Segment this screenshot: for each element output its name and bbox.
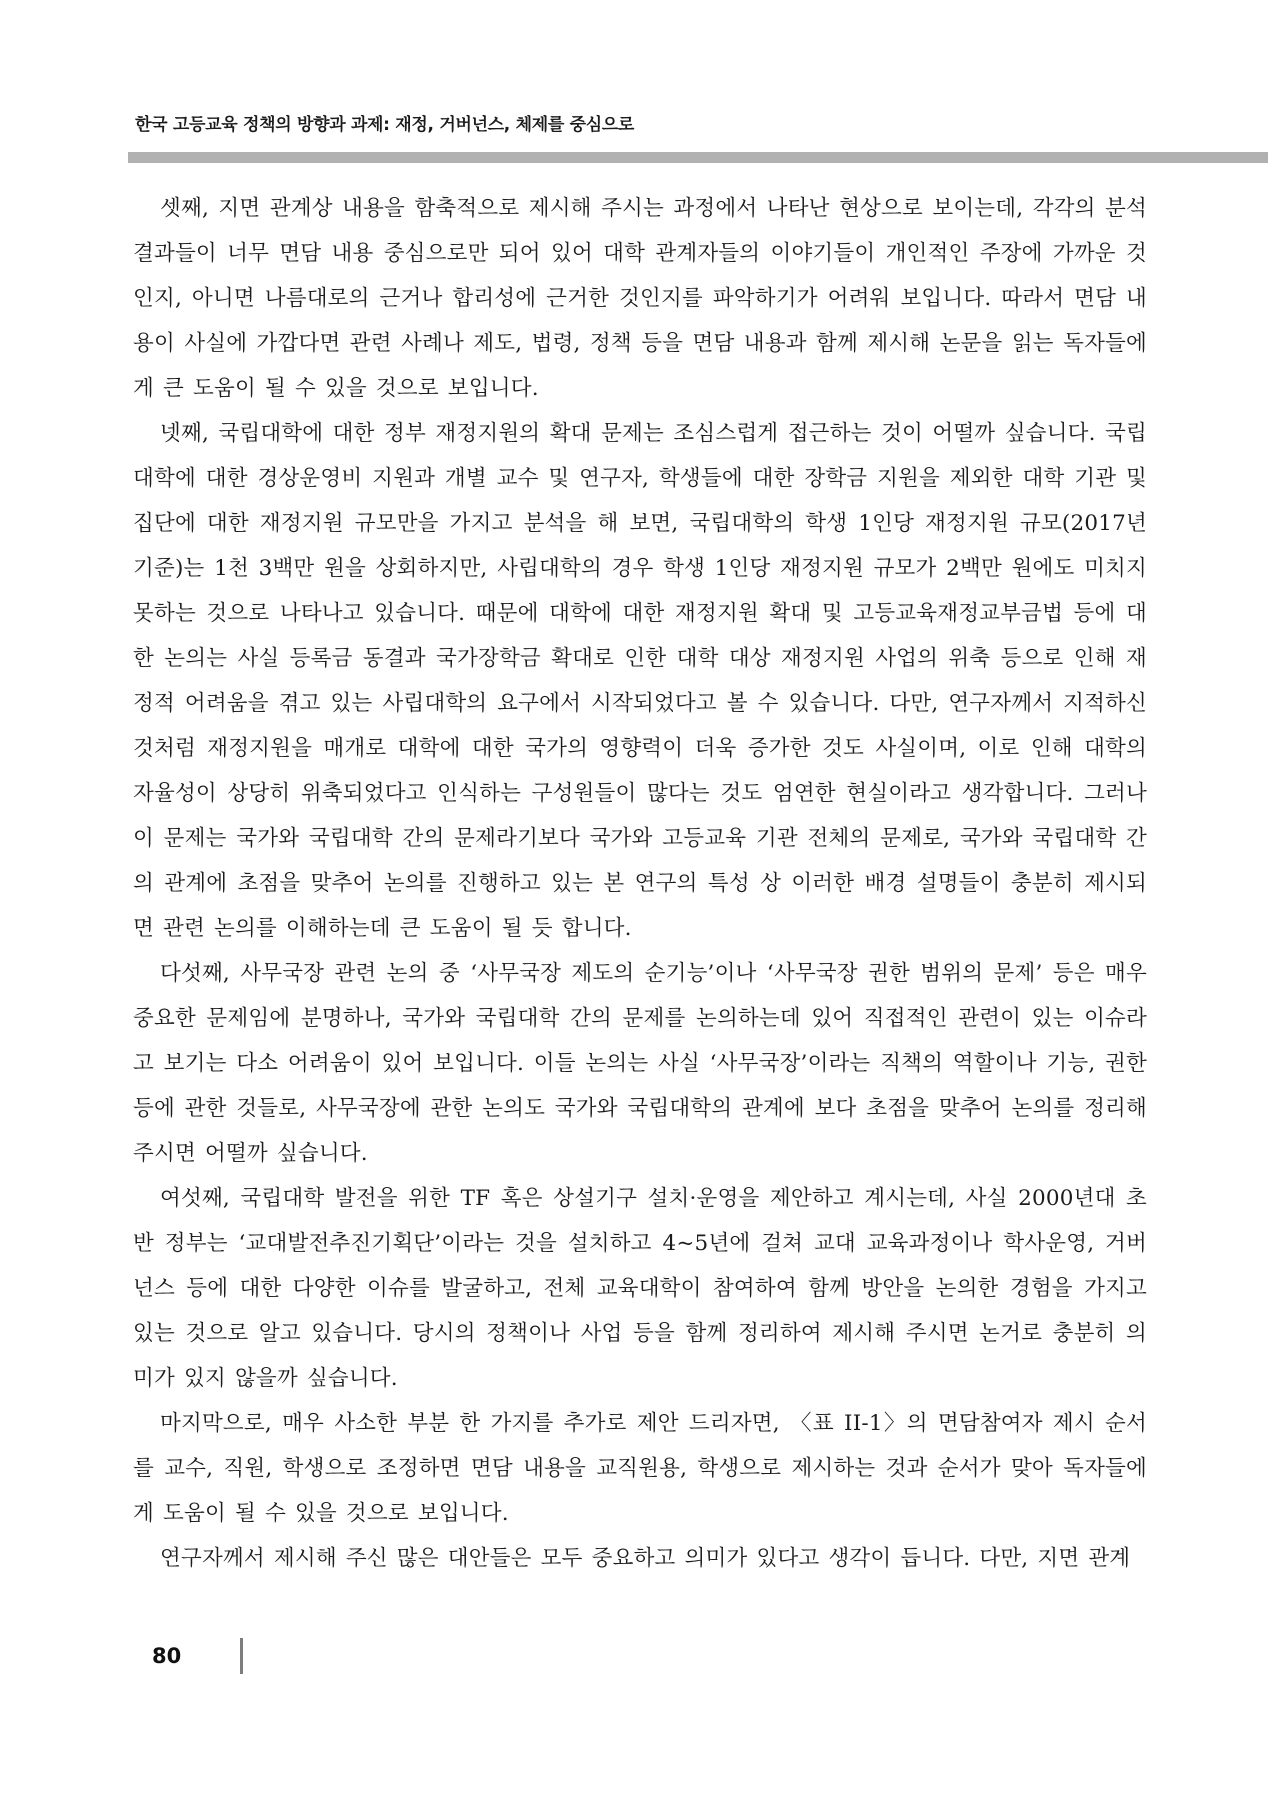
running-head-title: 한국 고등교육 정책의 방향과 과제: 재정, 거버넌스, 체제를 중심으로 xyxy=(135,115,635,135)
paragraph-last-suggestion: 마지막으로, 매우 사소한 부분 한 가지를 추가로 제안 드리자면, 〈표 II-1〉의 면담참여자 제시 순서를 교수, 직원, 학생으로 조정하면 면담 내용을 교직원용, 학생으로 제시하는 것과 순서가 맞아 독자들에게 도움이 될 수 있을 것으로 보입니다. xyxy=(133,1411,1147,1526)
paragraph-fourth: 넷째, 국립대학에 대한 정부 재정지원의 확대 문제는 조심스럽게 접근하는 것이 어떨까 싶습니다. 국립대학에 대한 경상운영비 지원과 개별 교수 및 연구자, 학생들에 대한 장학금 지원을 제외한 대학 기관 및 집단에 대한 재정지원 규모만을 가지고 분석을 해 보면, 국립대학의 학생 1인당 재정지원 규모(2017년 기준)는 1천 3백만 원을 상회하지만, 사립대학의 경우 학생 1인당 재정지원 규모가 2백만 원에도 미치지 못하는 것으로 나타나고 있습니다. 때문에 대학에 대한 재정지원 확대 및 고등교육재정교부금법 등에 대한 논의는 사실 등록금 동결과 국가장학금 확대로 인한 대학 대상 재정지원 사업의 위축 등으로 인해 재정적 어려움을 겪고 있는 사립대학의 요구에서 시작되었다고 볼 수 있습니다. 다만, 연구자께서 지적하신 것처럼 재정지원을 매개로 대학에 대한 국가의 영향력이 더욱 증가한 것도 사실이며, 이로 인해 대학의 자율성이 상당히 위축되었다고 인식하는 구성원들이 많다는 것도 엄연한 현실이라고 생각합니다. 그러나 이 문제는 국가와 국립대학 간의 문제라기보다 국가와 고등교육 기관 전체의 문제로, 국가와 국립대학 간의 관계에 초점을 맞추어 논의를 진행하고 있는 본 연구의 특성 상 이러한 배경 설명들이 충분히 제시되면 관련 논의를 이해하는데 큰 도움이 될 듯 합니다. xyxy=(133,421,1147,941)
paragraph-third: 셋째, 지면 관계상 내용을 함축적으로 제시해 주시는 과정에서 나타난 현상으로 보이는데, 각각의 분석 결과들이 너무 면담 내용 중심으로만 되어 있어 대학 관계자들의 이야기들이 개인적인 주장에 가까운 것인지, 아니면 나름대로의 근거나 합리성에 근거한 것인지를 파악하기가 어려워 보입니다. 따라서 면담 내용이 사실에 가깝다면 관련 사례나 제도, 법령, 정책 등을 면담 내용과 함께 제시해 논문을 읽는 독자들에게 큰 도움이 될 수 있을 것으로 보입니다. xyxy=(133,196,1147,401)
paragraph-fifth: 다섯째, 사무국장 관련 논의 중 ‘사무국장 제도의 순기능’이나 ‘사무국장 권한 범위의 문제’ 등은 매우 중요한 문제임에 분명하나, 국가와 국립대학 간의 문제를 논의하는데 있어 직접적인 관련이 있는 이슈라고 보기는 다소 어려움이 있어 보입니다. 이들 논의는 사실 ‘사무국장’이라는 직책의 역할이나 기능, 권한 등에 관한 것들로, 사무국장에 관한 논의도 국가와 국립대학의 관계에 보다 초점을 맞추어 논의를 정리해 주시면 어떨까 싶습니다. xyxy=(133,961,1147,1166)
paragraph-closing: 연구자께서 제시해 주신 많은 대안들은 모두 중요하고 의미가 있다고 생각이 듭니다. 다만, 지면 관계 xyxy=(160,1546,1131,1571)
body-text xyxy=(133,186,1147,1581)
footer-divider xyxy=(240,1638,243,1674)
header-divider-bar xyxy=(128,152,1268,163)
page-footer xyxy=(152,1638,243,1674)
paragraph-sixth: 여섯째, 국립대학 발전을 위한 TF 혹은 상설기구 설치·운영을 제안하고 계시는데, 사실 2000년대 초반 정부는 ‘교대발전추진기획단’이라는 것을 설치하고 4~5년에 걸쳐 교대 교육과정이나 학사운영, 거버넌스 등에 대한 다양한 이슈를 발굴하고, 전체 교육대학이 참여하여 함께 방안을 논의한 경험을 가지고 있는 것으로 알고 있습니다. 당시의 정책이나 사업 등을 함께 정리하여 제시해 주시면 논거로 충분히 의미가 있지 않을까 싶습니다. xyxy=(133,1186,1147,1391)
page-number: 80 xyxy=(152,1644,182,1668)
